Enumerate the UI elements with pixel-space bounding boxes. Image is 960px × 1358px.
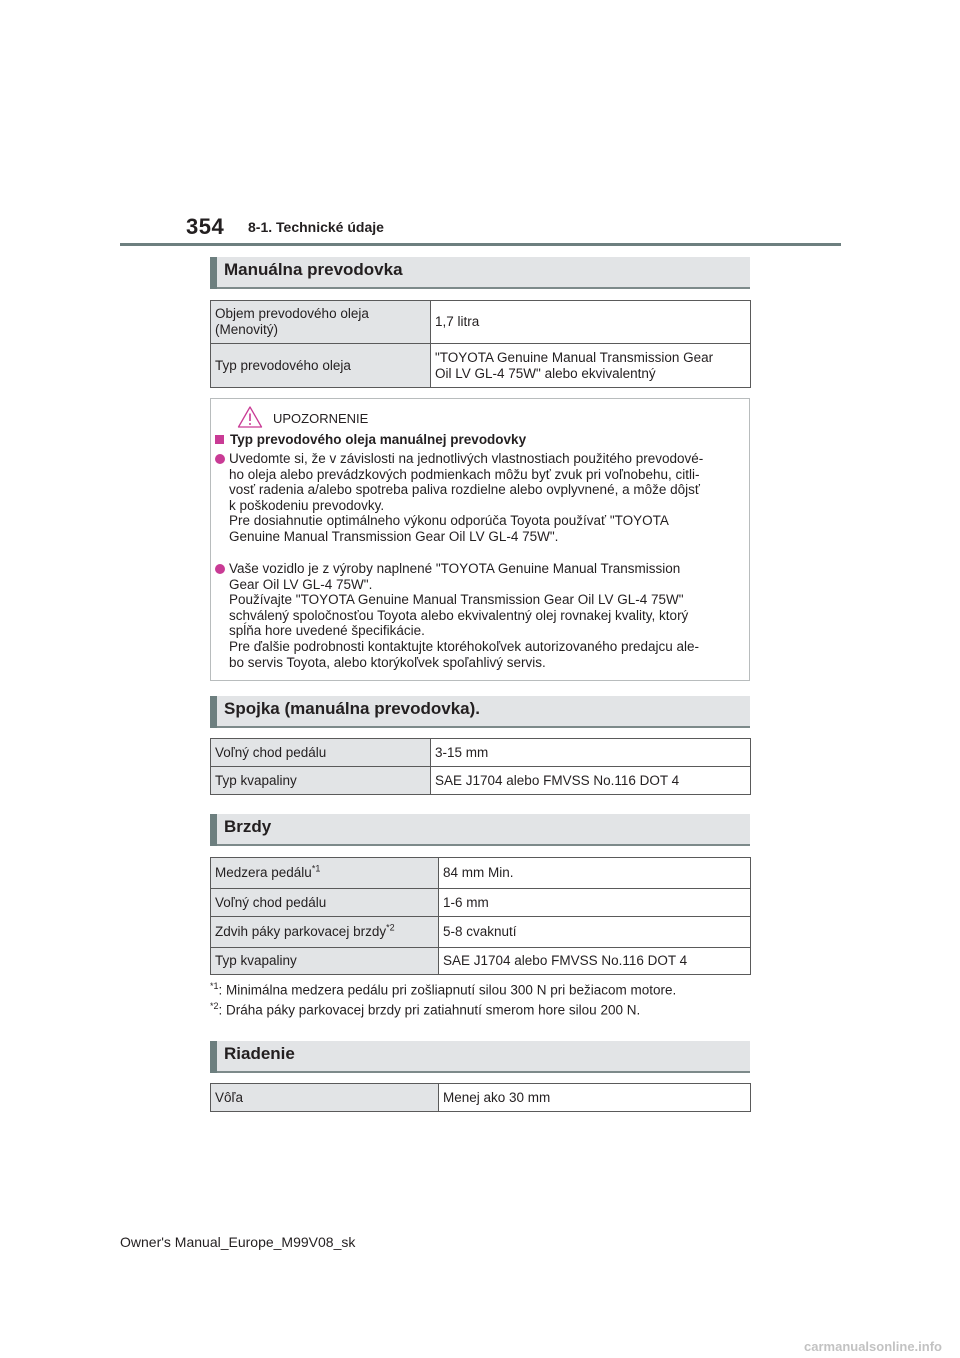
section-clutch (210, 696, 750, 728)
cell-line: Oil LV GL-4 75W" alebo ekvivalentný (435, 365, 656, 381)
table-value-cell: 3-15 mm (431, 739, 751, 767)
footnote-mark: *1 (311, 863, 321, 874)
table-value-cell: SAE J1704 alebo FMVSS No.116 DOT 4 (431, 767, 751, 795)
warning-paragraph-2 (215, 561, 743, 670)
table-value-cell: SAE J1704 alebo FMVSS No.116 DOT 4 (439, 948, 751, 975)
paragraph-line: Genuine Manual Transmission Gear Oil LV GL-4 75W". (229, 528, 559, 544)
table-value-cell (431, 344, 751, 388)
subheading-text: Typ prevodového oleja manuálnej prevodovky (230, 432, 527, 447)
label-text: Voľný chod pedálu (215, 894, 327, 910)
table-row (211, 739, 751, 767)
cell-line: 1,7 litra (435, 314, 480, 329)
section-title: Manuálna prevodovka (224, 260, 403, 279)
label-text: Zdvih páky parkovacej brzdy (215, 924, 387, 939)
cell-line: Objem prevodového oleja (215, 306, 369, 321)
table-label-cell (211, 344, 431, 388)
brakes-table (210, 857, 751, 975)
round-bullet-icon (215, 564, 225, 574)
paragraph-line: bo servis Toyota, alebo ktorýkoľvek spoľahlivý servis. (229, 654, 546, 670)
table-value-cell: 1-6 mm (439, 889, 751, 917)
paragraph-line: Pre ďalšie podrobnosti kontaktujte ktoréhokoľvek autorizovaného predajcu ale- (229, 638, 700, 654)
table-row (211, 301, 751, 344)
paragraph-line: Uvedomte si, že v závislosti na jednotlivých vlastnostiach použitého prevodové- (229, 451, 704, 466)
paragraph-line: schválený spoločnosťou Toyota alebo ekvivalentný olej rovnakej kvality, ktorý (229, 607, 689, 623)
section-title: Spojka (manuálna prevodovka). (224, 699, 481, 718)
watermark: carmanualsonline.info (804, 1339, 942, 1354)
table-row (211, 767, 751, 795)
table-row (211, 858, 751, 889)
label-text: Medzera pedálu (215, 865, 312, 880)
table-label-cell (211, 889, 439, 917)
table-value-cell: Menej ako 30 mm (439, 1084, 751, 1112)
steering-table (210, 1083, 751, 1112)
warning-paragraph-1 (215, 451, 743, 545)
table-label-cell: Vôľa (211, 1084, 439, 1112)
footnote-text: : Minimálna medzera pedálu pri zošliapnutí silou 300 N pri bežiacom motore. (218, 982, 677, 998)
table-value-cell: 5-8 cvaknutí (439, 917, 751, 948)
table-label-cell: Typ kvapaliny (211, 767, 431, 795)
header-rule (120, 243, 841, 246)
table-row (211, 344, 751, 388)
section-manual-transmission (210, 257, 750, 289)
paragraph-line: k poškodeniu prevodovky. (229, 497, 385, 513)
cell-line: (Menovitý) (215, 322, 279, 337)
warning-box (210, 398, 750, 681)
table-label-cell (211, 858, 439, 889)
table-value-cell: 84 mm Min. (439, 858, 751, 889)
paragraph-line: Pre dosiahnutie optimálneho výkonu odporúča Toyota používať "TOYOTA (229, 513, 669, 529)
cell-line: "TOYOTA Genuine Manual Transmission Gear (435, 349, 714, 365)
paragraph-line: spĺňa hore uvedené špecifikácie. (229, 623, 425, 639)
footnote-2 (210, 1001, 640, 1018)
chapter-title: 8-1. Technické údaje (248, 219, 384, 235)
footnote-1 (210, 981, 676, 998)
paragraph-line: Vaše vozidlo je z výroby naplnené "TOYOTA Genuine Manual Transmission (229, 561, 681, 576)
table-label-cell: Voľný chod pedálu (211, 739, 431, 767)
footer-text: Owner's Manual_Europe_M99V08_sk (120, 1234, 356, 1250)
table-row (211, 948, 751, 975)
footnote-mark: *2 (210, 1001, 219, 1011)
table-label-cell (211, 948, 439, 975)
paragraph-line: Používajte "TOYOTA Genuine Manual Transmission Gear Oil LV GL-4 75W" (229, 592, 684, 608)
section-brakes (210, 814, 750, 846)
footnote-mark: *2 (386, 922, 395, 933)
table-row (211, 889, 751, 917)
section-title: Riadenie (224, 1044, 295, 1063)
footnote-mark: *1 (210, 981, 219, 991)
manual-transmission-table (210, 300, 751, 388)
warning-title: UPOZORNENIE (273, 411, 369, 426)
paragraph-line: ho oleja alebo prevádzkových podmienkach môžu byť zvuk pri voľnobehu, citli- (229, 466, 700, 482)
square-bullet-icon (215, 435, 224, 444)
table-label-cell (211, 917, 439, 948)
section-title: Brzdy (224, 817, 272, 836)
table-value-cell (431, 301, 751, 344)
clutch-table (210, 738, 751, 795)
warning-subheading (215, 432, 526, 447)
table-row (211, 1084, 751, 1112)
section-steering (210, 1041, 750, 1073)
table-row (211, 917, 751, 948)
paragraph-line: Gear Oil LV GL-4 75W". (229, 576, 373, 592)
warning-triangle-icon (237, 405, 263, 429)
page-number: 354 (186, 214, 225, 239)
round-bullet-icon (215, 454, 225, 464)
label-text: Typ kvapaliny (215, 953, 297, 968)
table-label-cell (211, 301, 431, 344)
cell-line: Typ prevodového oleja (215, 357, 351, 373)
paragraph-line: vosť radenia a/alebo spotreba paliva rozdielne alebo ovplyvnené, a môže dôjsť (229, 482, 700, 498)
footnote-text: : Dráha páky parkovacej brzdy pri zatiahnutí smerom hore silou 200 N. (218, 1002, 641, 1018)
